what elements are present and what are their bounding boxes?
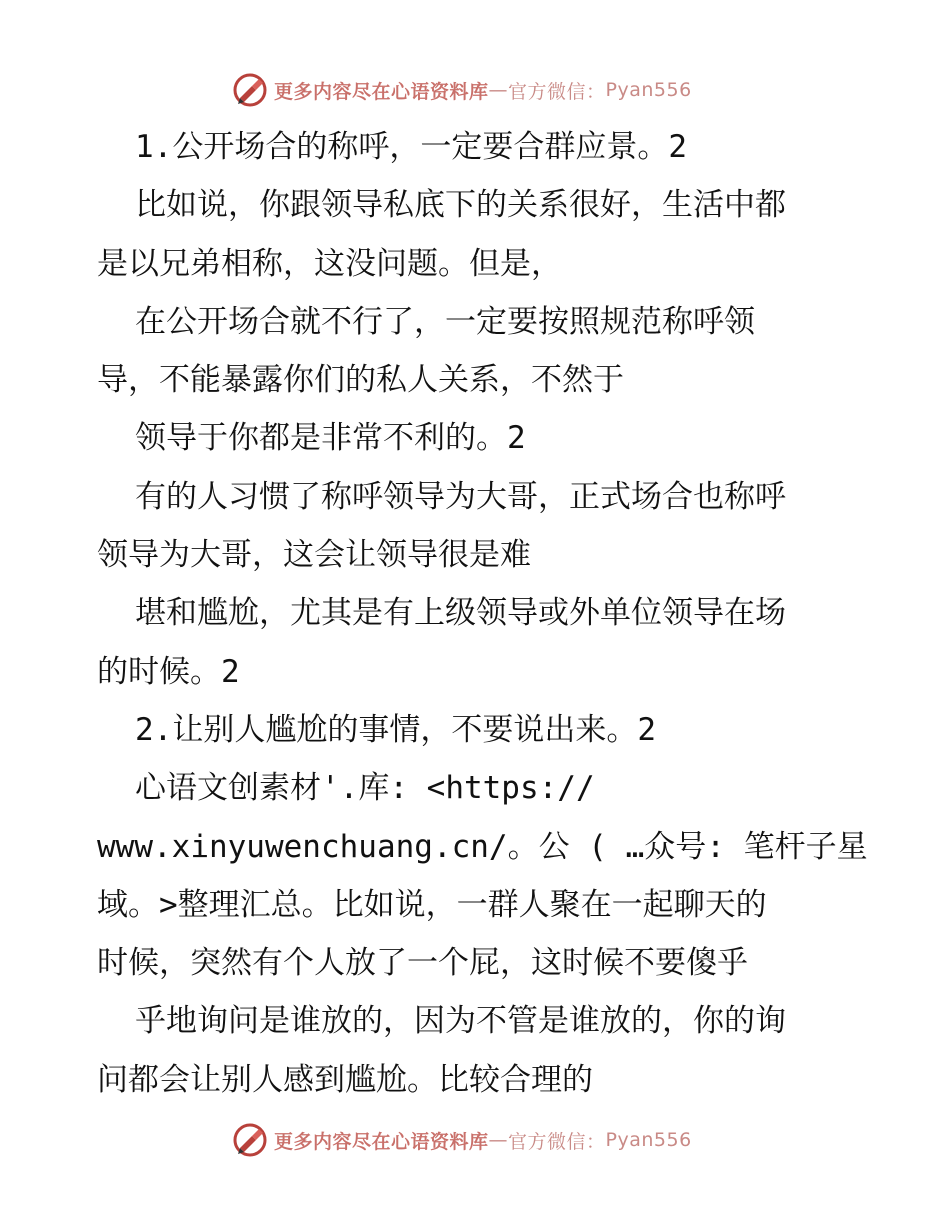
banner-official-label: 官方微信：: [508, 80, 606, 103]
header-banner: [232, 70, 692, 110]
banner-main-text: 更多内容尽在心语资料库: [274, 80, 489, 103]
banner-main-text: 更多内容尽在心语资料库: [274, 1130, 489, 1153]
banner-official-label: 官方微信：: [508, 1130, 606, 1153]
banner-dash: —: [488, 1129, 509, 1151]
text-line: 时候，突然有个人放了一个屁，这时候不要傻乎: [97, 945, 748, 982]
text-line: 导，不能暴露你们的私人关系，不然于: [97, 362, 624, 399]
text-line: 有的人习惯了称呼领导为大哥，正式场合也称呼: [135, 478, 786, 515]
footer-banner: [232, 1120, 692, 1160]
text-line: 1.公开场合的称呼，一定要合群应景。2: [135, 129, 687, 165]
text-line: 堪和尴尬，尤其是有上级领导或外单位领导在场: [135, 595, 786, 632]
document-body: [97, 118, 868, 1109]
banner-dash: —: [488, 79, 509, 101]
text-line: 领导为大哥，这会让领导很是难: [97, 537, 531, 574]
banner-wechat-id: Pyan556: [605, 79, 692, 101]
pen-logo-icon: [232, 72, 268, 108]
banner-wechat-id: Pyan556: [605, 1129, 692, 1151]
text-line: 比如说，你跟领导私底下的关系很好，生活中都: [135, 187, 786, 224]
text-line: 2.让别人尴尬的事情，不要说出来。2: [135, 711, 656, 748]
text-line: 乎地询问是谁放的，因为不管是谁放的，你的询: [135, 1003, 786, 1040]
pen-logo-icon: [232, 1122, 268, 1158]
text-line: 是以兄弟相称，这没问题。但是，: [97, 245, 562, 282]
text-line: www.xinyuwenchuang.cn/。公 ( …众号: 笔杆子星: [97, 828, 868, 865]
text-line: 在公开场合就不行了，一定要按照规范称呼领: [135, 303, 755, 340]
text-line: 心语文创素材'.库: <https://: [135, 770, 595, 807]
text-line: 域。>整理汇总。比如说，一群人聚在一起聊天的: [97, 886, 767, 923]
text-line: 的时候。2: [97, 653, 240, 690]
text-line: 领导于你都是非常不利的。2: [135, 420, 526, 457]
text-line: 问都会让别人感到尴尬。比较合理的: [97, 1061, 593, 1098]
